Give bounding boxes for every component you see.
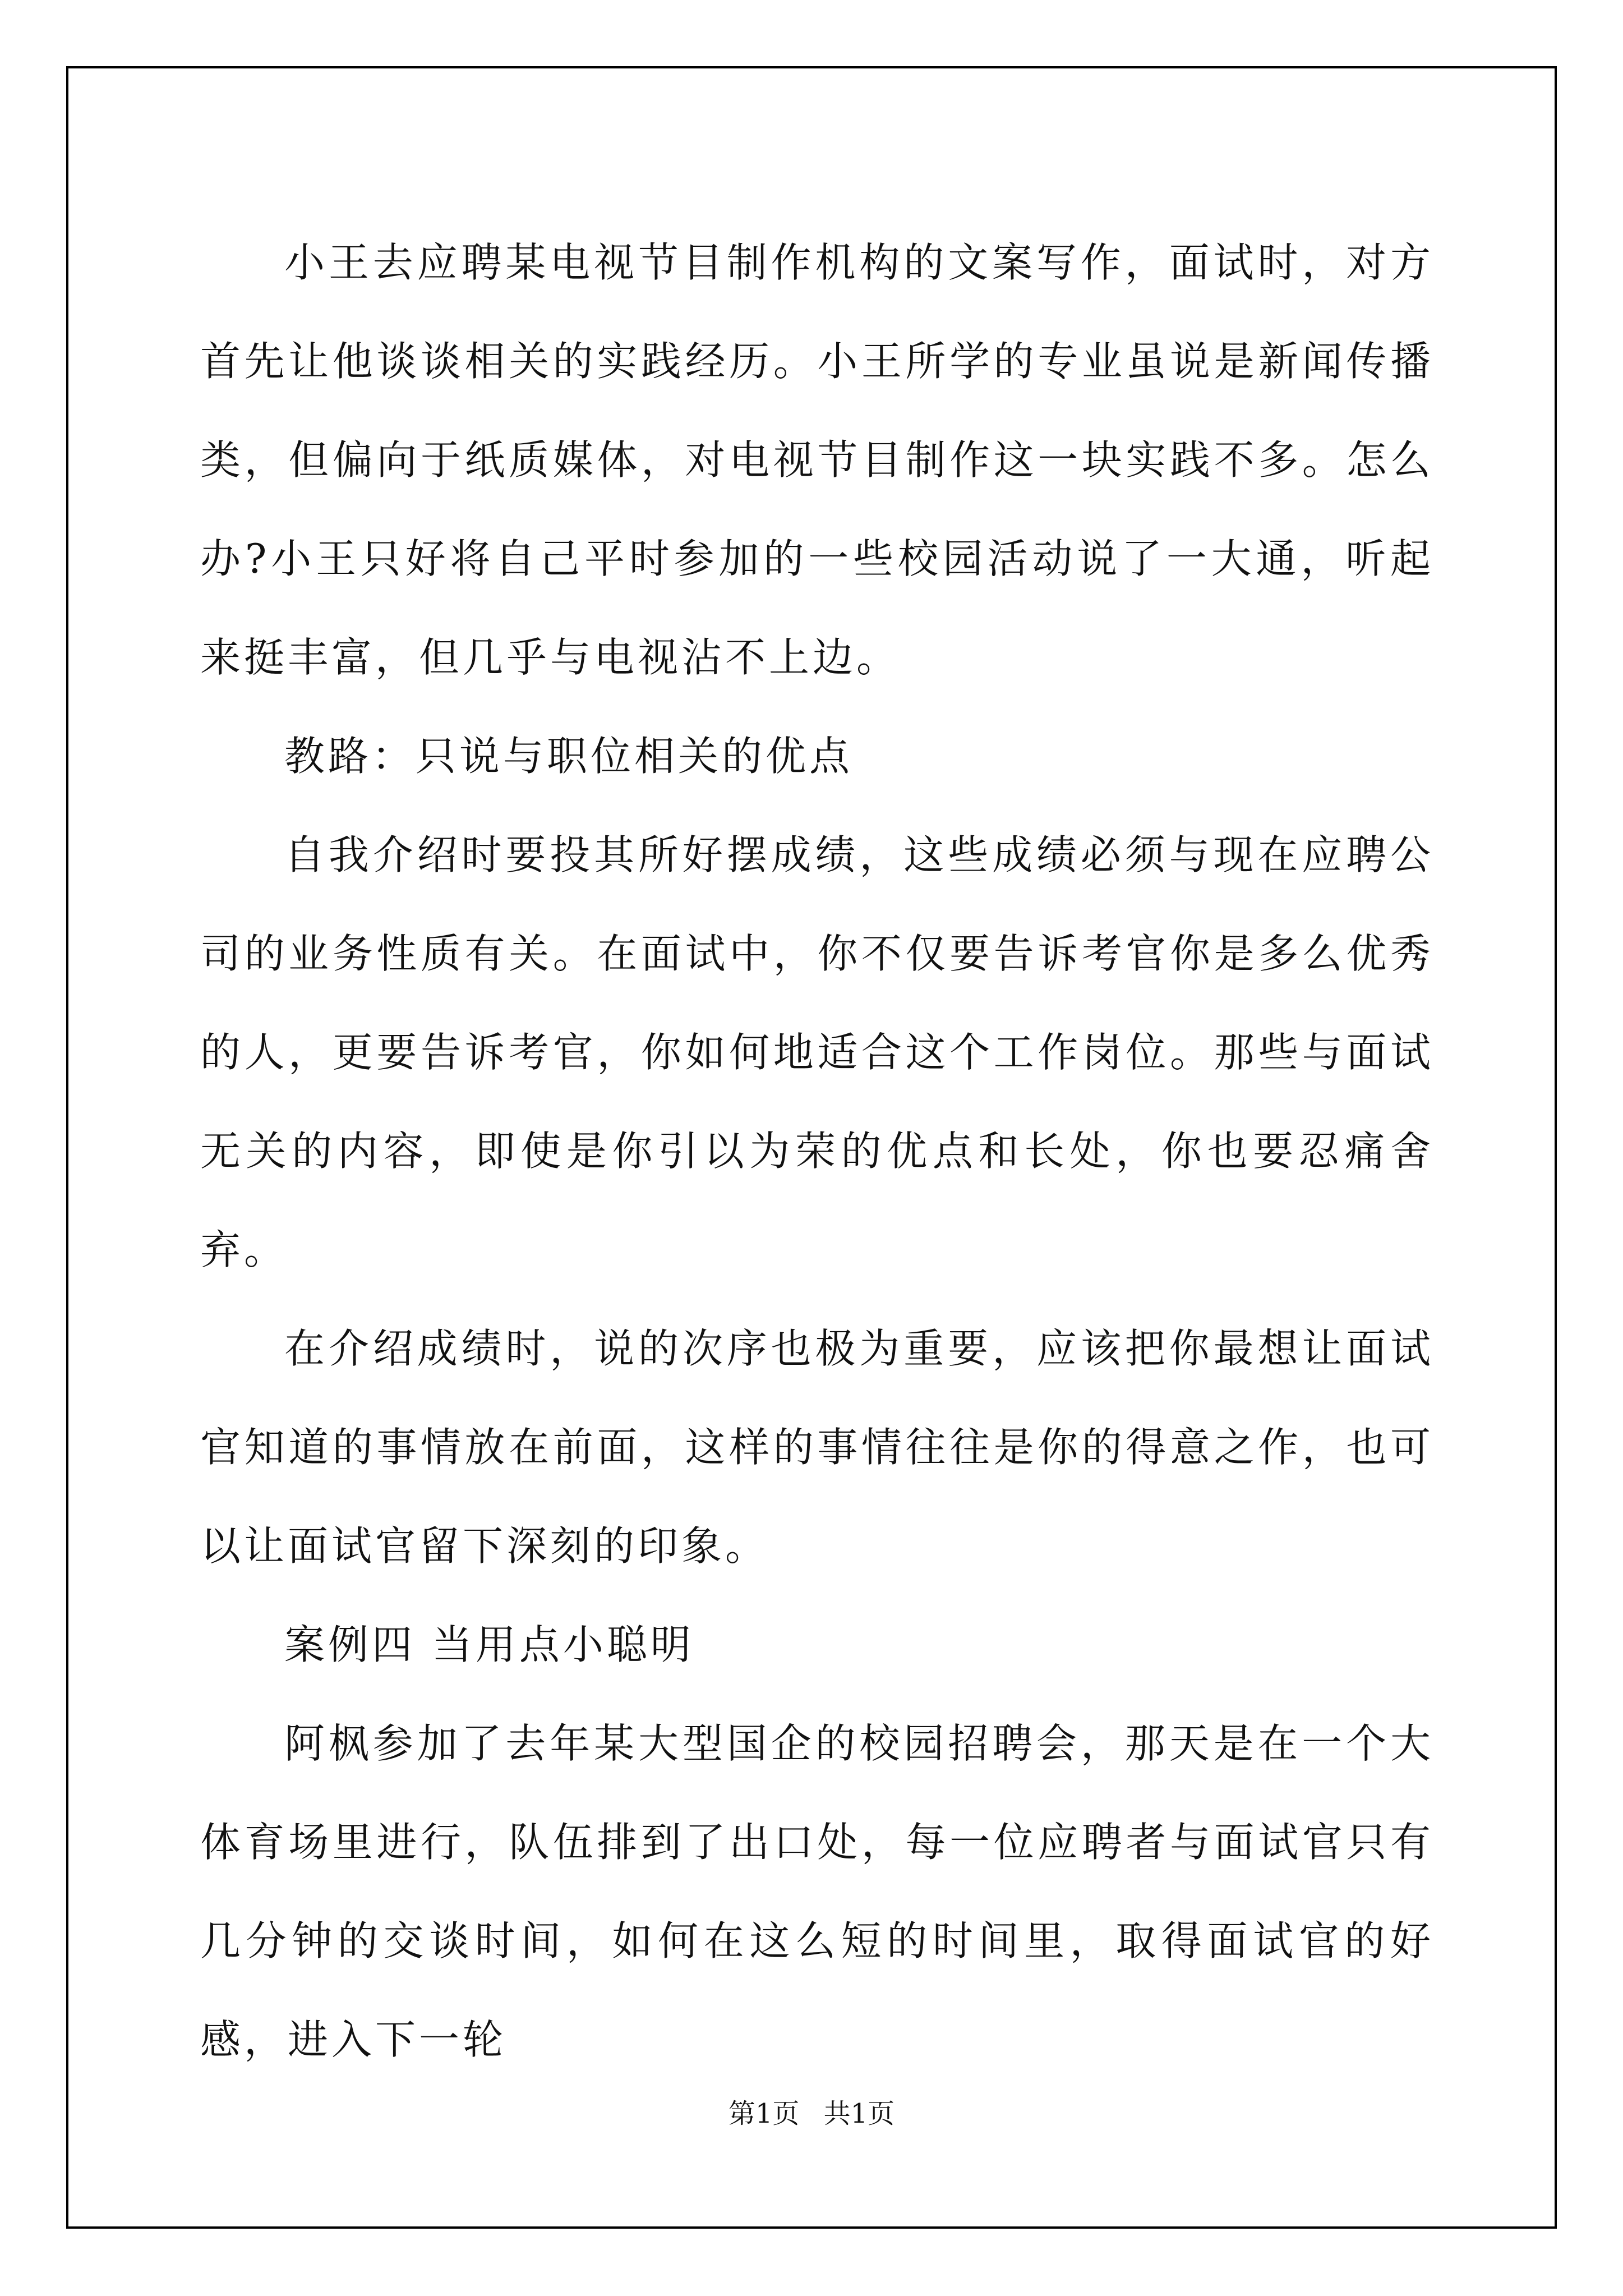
paragraph-2-heading: 教路：只说与职位相关的优点 (284, 733, 854, 780)
paragraph-5-heading: 案例四 当用点小聪明 (284, 1621, 694, 1668)
paragraph-6: 阿枫参加了去年某大型国企的校园招聘会，那天是在一个大体育场里进行，队伍排到了出口处，每一位应聘者与面试官只有几分钟的交谈时间，如何在这么短的时间里，取得面试官的好感，进入下一轮 (200, 1720, 1434, 2063)
page-total: 共1页 (823, 2098, 895, 2129)
paragraph-4: 在介绍成绩时，说的次序也极为重要，应该把你最想让面试官知道的事情放在前面，这样的事情往往是你的得意之作，也可以让面试官留下深刻的印象。 (200, 1325, 1434, 1570)
document-body (200, 213, 1434, 2089)
page-footer (0, 2097, 1623, 2131)
paragraph-3: 自我介绍时要投其所好摆成绩，这些成绩必须与现在应聘公司的业务性质有关。在面试中，你不仅要告诉考官你是多么优秀的人，更要告诉考官，你如何地适合这个工作岗位。那些与面试无关的内容，即使是你引以为荣的优点和长处，你也要忍痛舍弃。 (200, 831, 1434, 1273)
page-number: 第1页 (728, 2098, 800, 2129)
paragraph-1: 小王去应聘某电视节目制作机构的文案写作，面试时，对方首先让他谈谈相关的实践经历。小王所学的专业虽说是新闻传播类，但偏向于纸质媒体，对电视节目制作这一块实践不多。怎么办?小王只好将自己平时参加的一些校园活动说了一大通，听起来挺丰富，但几乎与电视沾不上边。 (200, 239, 1434, 681)
